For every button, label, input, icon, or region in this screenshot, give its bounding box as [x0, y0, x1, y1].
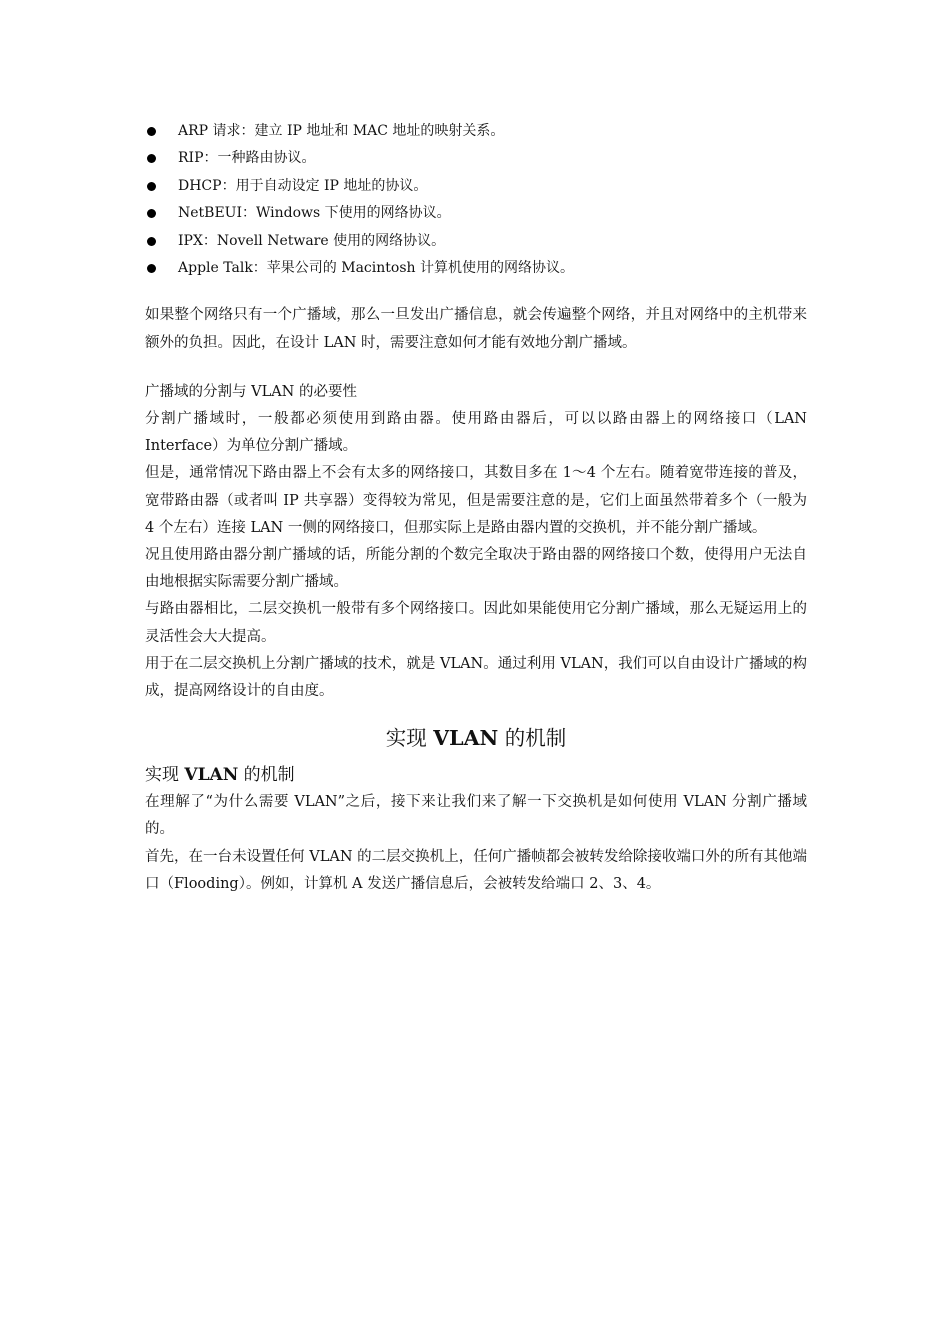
paragraph: 与路由器相比，二层交换机一般带有多个网络接口。因此如果能使用它分割广播域，那么无疑运用上的灵活性会大大提高。 [145, 601, 807, 645]
bullet-icon [147, 154, 156, 163]
paragraph: 分割广播域时，一般都必须使用到路由器。使用路由器后，可以以路由器上的网络接口（LAN Interface）为单位分割广播域。 [145, 411, 807, 455]
list-item [145, 118, 807, 145]
bullet-text: ARP 请求：建立 IP 地址和 MAC 地址的映射关系。 [178, 123, 505, 139]
list-item [145, 173, 807, 200]
section-heading: 实现 VLAN 的机制 [385, 726, 567, 751]
bullet-text: DHCP：用于自动设定 IP 地址的协议。 [178, 177, 428, 194]
paragraph: 但是，通常情况下路由器上不会有太多的网络接口，其数目多在 1～4 个左右。随着宽带连接的普及，宽带路由器（或者叫 IP 共享器）变得较为常见，但是需要注意的是，它们上面虽然带着多个（一般为 4 个左右）连接 LAN 一侧的网络接口，但那实际上是路由器内置的交换机，并不能分割广播域。 [145, 465, 807, 536]
paragraph: 首先，在一台未设置任何 VLAN 的二层交换机上，任何广播帧都会被转发给除接收端口外的所有其他端口（Flooding）。例如，计算机 A 发送广播信息后，会被转发给端口 2、3、4。 [145, 848, 807, 892]
list-item [145, 145, 807, 172]
bullet-text: Apple Talk：苹果公司的 Macintosh 计算机使用的网络协议。 [178, 260, 574, 277]
list-item [145, 200, 807, 227]
bullet-icon [147, 237, 156, 246]
list-item [145, 255, 807, 282]
document-page [145, 118, 807, 898]
paragraph: 用于在二层交换机上分割广播域的技术，就是 VLAN。通过利用 VLAN，我们可以自由设计广播域的构成，提高网络设计的自由度。 [145, 655, 807, 700]
section-title: 广播域的分割与 VLAN 的必要性 [145, 383, 357, 400]
bullet-icon [147, 209, 156, 218]
paragraph: 在理解了“为什么需要 VLAN”之后，接下来让我们来了解一下交换机是如何使用 VLAN 分割广播域的。 [145, 794, 807, 838]
bullet-icon [147, 182, 156, 191]
paragraph: 况且使用路由器分割广播域的话，所能分割的个数完全取决于路由器的网络接口个数，使得用户无法自由地根据实际需要分割广播域。 [145, 547, 807, 591]
section-subheading: 实现 VLAN 的机制 [145, 765, 295, 786]
bullet-icon [147, 127, 156, 136]
protocol-bullet-list [145, 118, 807, 282]
list-item [145, 228, 807, 255]
bullet-text: IPX：Novell Netware 使用的网络协议。 [178, 232, 446, 249]
bullet-icon [147, 264, 156, 273]
bullet-text: NetBEUI：Windows 下使用的网络协议。 [178, 205, 451, 222]
intro-paragraph: 如果整个网络只有一个广播域，那么一旦发出广播信息，就会传遍整个网络，并且对网络中的主机带来额外的负担。因此，在设计 LAN 时，需要注意如何才能有效地分割广播域。 [145, 307, 807, 351]
bullet-text: RIP：一种路由协议。 [178, 150, 316, 167]
